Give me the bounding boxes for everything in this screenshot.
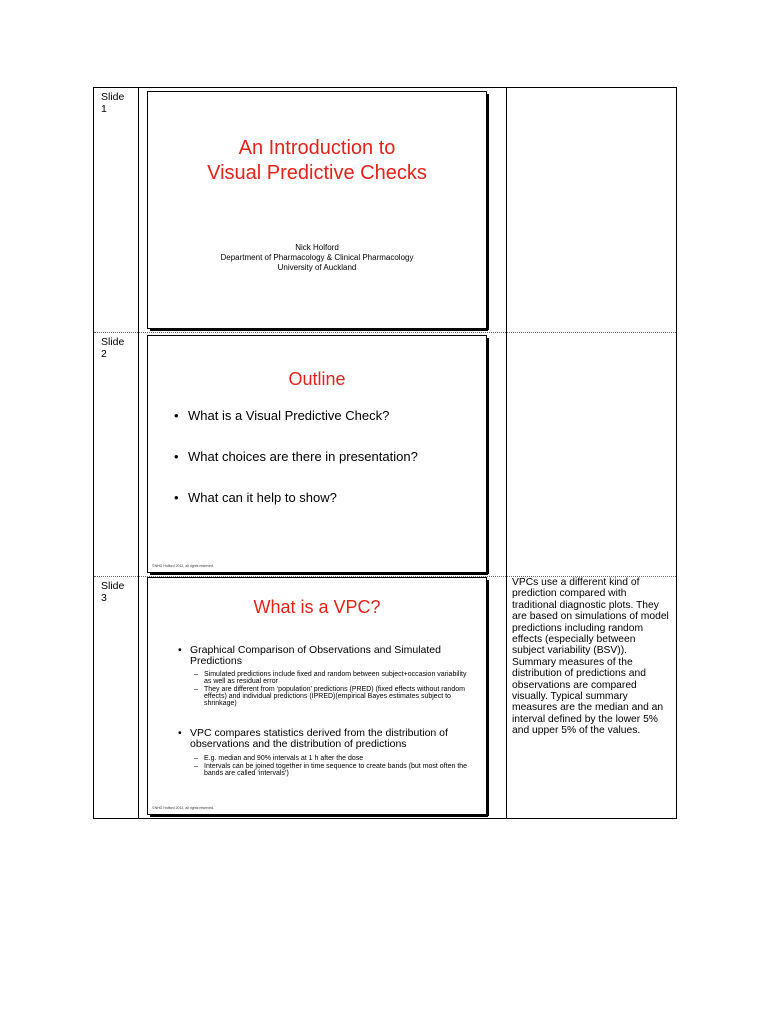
bullet-item: • Graphical Comparison of Observations and Simulated Predictions xyxy=(178,644,441,667)
university-name: University of Auckland xyxy=(277,263,357,272)
slide-thumbnail-2 xyxy=(147,335,487,573)
slide-title-line-2: Visual Predictive Checks xyxy=(207,162,427,184)
sub-bullet-item: – Intervals can be joined together in time sequence to create bands (but most often the bands are called ‘intervals’) xyxy=(194,763,468,778)
slide-footer: ©NHG Holford 2012, all rights reserved. xyxy=(152,564,214,568)
slide-label: Slide 2 xyxy=(101,336,125,360)
slide-title: What is a VPC? xyxy=(253,597,381,617)
department-name: Department of Pharmacology & Clinical Pharmacology xyxy=(220,253,414,262)
slide-row-2 xyxy=(94,333,676,577)
sub-bullet-item: – They are different from ‘population’ predictions (PRED) (fixed effects without random effects) and individual predictions (IPRED)(empirical Bayes estimates subject to shrinkage) xyxy=(194,686,465,708)
handout-page xyxy=(93,87,677,819)
slide-row-1 xyxy=(94,88,676,332)
slide-thumbnail-1 xyxy=(147,91,487,329)
slide-footer: ©NHG Holford 2012, all rights reserved. xyxy=(152,806,214,810)
bullet-item: • VPC compares statistics derived from the distribution of observations and the distribution of predictions xyxy=(178,727,448,750)
bullet-item: • What is a Visual Predictive Check? xyxy=(174,408,390,423)
bullet-item: • What can it help to show? xyxy=(174,490,337,505)
slide-title: Outline xyxy=(288,369,346,389)
slide-label: Slide 1 xyxy=(101,91,125,115)
slide-title-line-1: An Introduction to xyxy=(238,137,396,159)
slide-row-3 xyxy=(94,577,676,819)
notes-cell: VPCs use a different kind of prediction compared with traditional diagnostic plots. They are based on simulations of model predictions including random effects (especially between subject variability (BSV)). Summary measures of the distribution of predictions and observations are compared visually. Typical summary measures are the median and an interval defined by the lower 5% and upper 5% of the values. xyxy=(512,577,669,737)
bullet-item: • What choices are there in presentation? xyxy=(174,449,418,464)
slide-label: Slide 3 xyxy=(101,580,125,604)
sub-bullet-item: – Simulated predictions include fixed and random between subject+occasion variability as well as residual error xyxy=(194,671,467,686)
author-name: Nick Holford xyxy=(295,243,339,252)
sub-bullet-item: – E.g. median and 90% intervals at 1 h after the dose xyxy=(194,755,364,762)
slide-thumbnail-3 xyxy=(147,577,487,815)
